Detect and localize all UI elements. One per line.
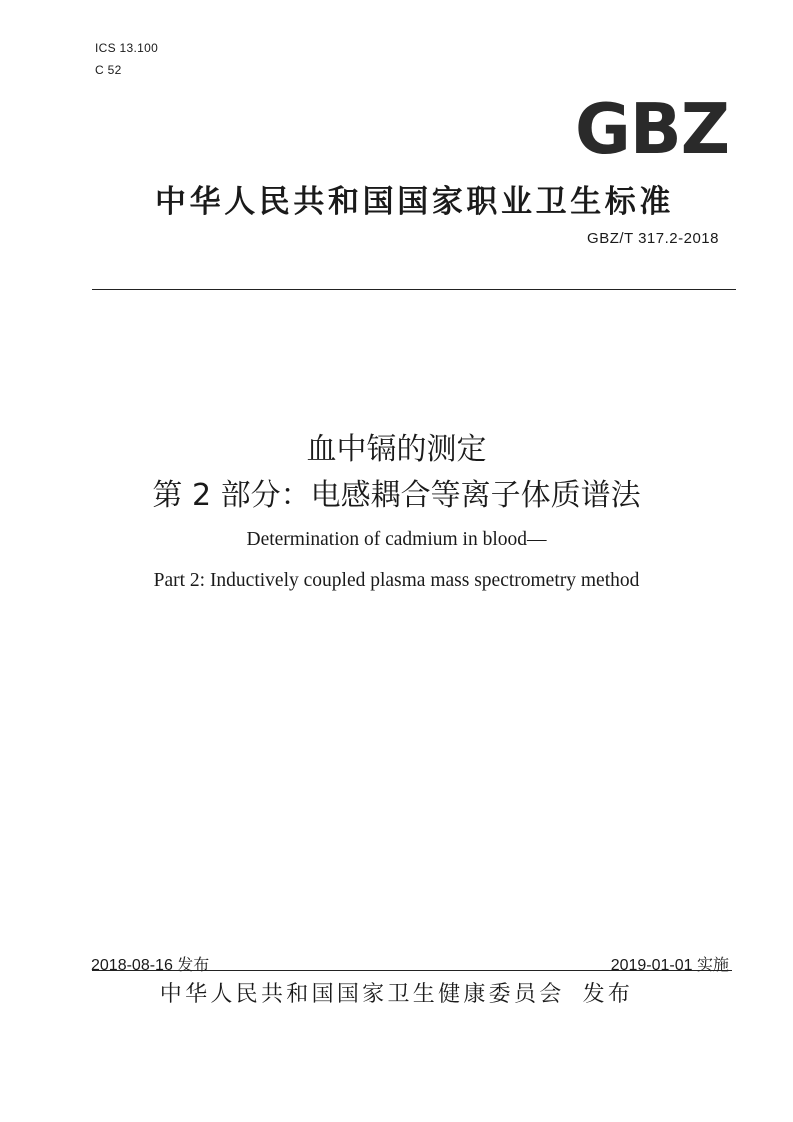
issuer-name: 中华人民共和国国家卫生健康委员会 — [159, 982, 565, 1007]
standard-category-title: 中华人民共和国国家职业卫生标准 — [155, 184, 674, 220]
ccs-code: C 52 — [95, 63, 122, 77]
title-en-main: Determination of cadmium in blood— — [246, 529, 547, 550]
title-en-part: Part 2: Inductively coupled plasma mass spectrometry method — [153, 570, 640, 591]
issuing-authority — [0, 982, 793, 1008]
title-zh-part: 第 2 部分：电感耦合等离子体质谱法 — [152, 478, 641, 513]
issuer-action: 发布 — [582, 982, 634, 1007]
header-divider — [92, 289, 736, 290]
standard-number: GBZ/T 317.2-2018 — [587, 230, 719, 247]
issue-date: 2018-08-16 发布 — [91, 957, 210, 974]
footer-divider — [92, 970, 732, 971]
ics-code: ICS 13.100 — [95, 41, 159, 55]
effective-date: 2019-01-01 实施 — [610, 957, 729, 974]
gbz-logo: GBZ — [575, 89, 729, 171]
title-zh-main: 血中镉的测定 — [306, 432, 487, 467]
